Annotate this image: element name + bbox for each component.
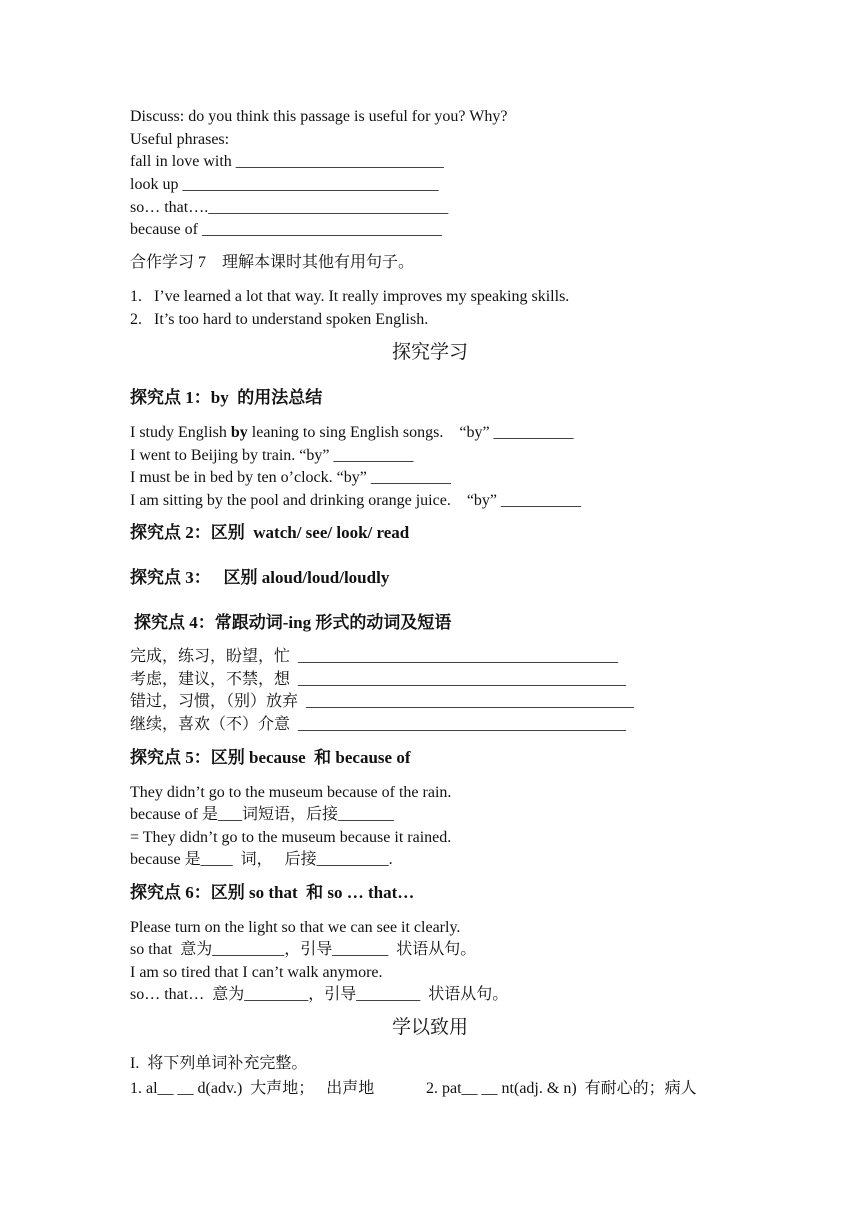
because-note: because 是____ 词， 后接_________. — [130, 851, 393, 868]
sentence-2: 2. It’s too hard to understand spoken English. — [130, 311, 429, 328]
so-that-example-2: I am so tired that I can’t walk anymore. — [130, 964, 383, 981]
phrase-because-of: because of ______________________________ — [130, 221, 442, 238]
point-4-heading: 探究点 4：常跟动词-ing 形式的动词及短语 — [134, 613, 452, 632]
by-example-3: I must be in bed by ten o’clock. “by” __________ — [130, 469, 451, 486]
section-heading-apply: 学以致用 — [391, 1017, 468, 1038]
by-example-2: I went to Beijing by train. “by” __________ — [130, 447, 414, 464]
cooperative-study-7: 合作学习 7 理解本课时其他有用句子。 — [130, 254, 415, 271]
so-that-example: Please turn on the light so that we can see it clearly. — [130, 919, 461, 936]
exercise-instruction: I. 将下列单词补充完整。 — [130, 1055, 308, 1072]
ing-verbs-line-2: 考虑，建议，不禁，想 _________________________________________ — [130, 671, 627, 688]
by-example-1: I study English by leaning to sing English songs. “by” __________ — [130, 424, 574, 441]
point-1-heading: 探究点 1：by 的用法总结 — [130, 388, 323, 407]
ing-verbs-line-3: 错过，习惯，（别）放弃 _________________________________________ — [130, 693, 635, 710]
sentence-1: 1. I’ve learned a lot that way. It really improves my speaking skills. — [130, 288, 570, 305]
because-example-1: They didn’t go to the museum because of the rain. — [130, 784, 452, 801]
point-3-heading: 探究点 3： 区别 aloud/loud/loudly — [130, 568, 390, 587]
point-6-heading: 探究点 6：区别 so that 和 so … that… — [130, 883, 415, 902]
phrase-fall-in-love: fall in love with __________________________ — [130, 153, 444, 170]
by-example-4: I am sitting by the pool and drinking orange juice. “by” __________ — [130, 492, 582, 509]
exercise-item-1: 1. al__ __ d(adv.) 大声地； 出声地 — [130, 1080, 375, 1097]
because-of-note: because of 是___词短语，后接_______ — [130, 806, 394, 823]
exercise-item-2: 2. pat__ __ nt(adj. & n) 有耐心的；病人 — [426, 1080, 697, 1097]
so-that-note-2: so… that… 意为________，引导________ 状语从句。 — [130, 986, 509, 1003]
ing-verbs-line-4: 继续，喜欢（不）介意 _________________________________________ — [130, 716, 627, 733]
ing-verbs-line-1: 完成，练习，盼望，忙 ________________________________________ — [130, 648, 619, 665]
section-heading-explore: 探究学习 — [391, 342, 468, 363]
so-that-note: so that 意为_________，引导_______ 状语从句。 — [130, 941, 477, 958]
useful-phrases-heading: Useful phrases: — [130, 131, 230, 148]
because-example-2: = They didn’t go to the museum because it rained. — [130, 829, 452, 846]
point-2-heading: 探究点 2：区别 watch/ see/ look/ read — [130, 523, 410, 542]
phrase-so-that: so… that….______________________________ — [130, 199, 449, 216]
phrase-look-up: look up ________________________________ — [130, 176, 439, 193]
discuss-line: Discuss: do you think this passage is useful for you? Why? — [130, 108, 508, 125]
point-5-heading: 探究点 5：区别 because 和 because of — [130, 748, 411, 767]
